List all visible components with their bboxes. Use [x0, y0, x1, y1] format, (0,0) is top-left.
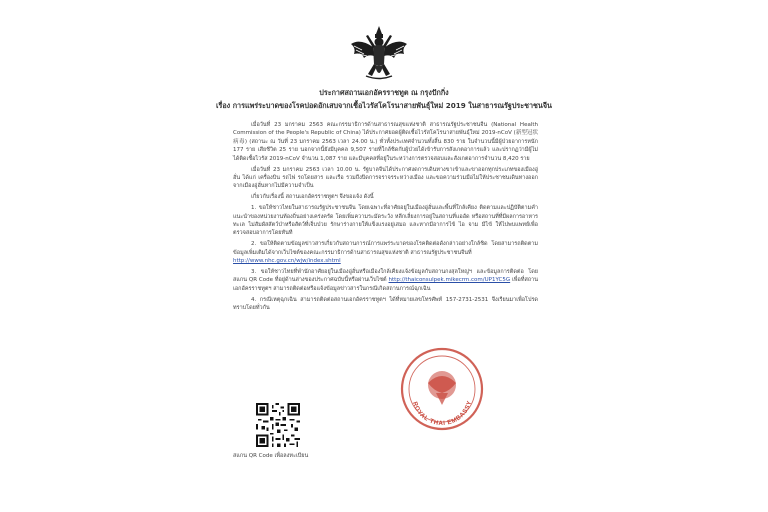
document-title-line1: ประกาศสถานเอกอัครราชทูต ณ กรุงปักกิ่ง	[319, 88, 449, 97]
garuda-emblem-icon	[348, 24, 410, 82]
paragraph-6-suffix: เพื่อที่สถานเอกอัครราชทูตฯ สามารถติดต่อหรือแจ้งข้อมูลข่าวสารในกรณีเกิดสถานการณ์ฉุกเฉิน	[233, 277, 539, 292]
document-body	[233, 121, 538, 315]
paragraph-2: เมื่อวันที่ 23 มกราคม 2563 เวลา 10.00 น. รัฐบาลจีนได้ประกาศงดการเดินทางขาเข้าและขาออกทุกประเภทของเมืองอู่ฮั่น ได้แก่ เครื่องบิน รถไฟ รถโดยสาร และเรือ รวมถึงปิดการจราจรระหว่างเมือง และขอความร่วมมือไม่ให้ประชาชนเดินทางออกจากเมืองอู่ฮั่นหากไม่มีความจำเป็น	[233, 166, 538, 190]
nhc-website-link[interactable]: http://www.nhc.gov.cn/wjw/index.shtml	[233, 258, 341, 265]
document-title-line2: เรื่อง การแพร่ระบาดของโรคปอดอักเสบจากเชื้อไวรัสโคโรนาสายพันธุ์ใหม่ 2019 ในสาธารณรัฐประชาชนจีน	[216, 101, 552, 110]
seal-text: ROYAL THAI EMBASSY	[410, 399, 474, 428]
registration-link[interactable]: http://thaiconsulpek.mikecrm.com/UP1YC5G	[388, 277, 511, 284]
paragraph-1: เมื่อวันที่ 23 มกราคม 2563 คณะกรรมาธิการด้านสาธารณสุขแห่งชาติ สาธารณรัฐประชาชนจีน (National Health Commission of the People's Republic of China) ได้ประกาศยอดผู้ติดเชื้อไวรัสโคโรนาสายพันธุ์ใหม่ 2019-nCoV (新型冠状病毒) (สถานะ ณ วันที่ 23 มกราคม 2563 เวลา 24.00 น.) ทั่วทั้งประเทศจำนวนทั้งสิ้น 830 ราย ในจำนวนนี้มีผู้ป่วยอาการหนัก 177 ราย เสียชีวิต 25 ราย นอกจากนี้ยังมีบุคคล 9,507 รายที่ใกล้ชิดกับผู้ป่วยได้เข้ารับการสังเกตอาการแล้ว และปรากฏว่ามีผู้ไม่ได้ติดเชื้อไวรัส 2019-nCoV จำนวน 1,087 ราย และมีบุคคลที่อยู่ในระหว่างการตรวจสอบและสังเกตอาการจำนวน 8,420 ราย	[233, 122, 538, 162]
qr-code-icon[interactable]	[256, 403, 300, 447]
paragraph-3: เกี่ยวกับเรื่องนี้ สถานเอกอัครราชทูตฯ จึงขอแจ้ง ดังนี้	[251, 194, 374, 201]
paragraph-4: 1. ขอให้ชาวไทยในสาธารณรัฐประชาชนจีน โดยเฉพาะที่อาศัยอยู่ในเมืองอู่ฮั่นและพื้นที่ใกล้เคียง ติดตามและปฏิบัติตามคำแนะนำของหน่วยงานท้องถิ่นอย่างเคร่งครัด โดยเพิ่มความระมัดระวัง หลีกเลี่ยงการอยู่ในสถานที่แออัด หรือสถานที่ที่มีผลการอาหารทะเล ไม่สัมผัสสัตว์ป่าหรือสัตว์ที่เจ็บป่วย รักษาร่างกายให้แข็งแรงอยู่เสมอ และหากมีอาการไข้ ไอ จาม มีไข้ ให้ไปพบแพทย์เพื่อตรวจสอบอาการโดยทันที	[233, 205, 538, 237]
qr-code-caption: สแกน QR Code เพื่อลงทะเบียน	[233, 453, 309, 459]
paragraph-7: 4. กรณีเหตุฉุกเฉิน สามารถติดต่อสถานเอกอัครราชทูตฯ ได้ที่หมายเลขโทรศัพท์ 157-2731-2531 จึงเรียนมาเพื่อโปรดทราบโดยทั่วกัน	[233, 296, 538, 312]
paragraph-6	[233, 268, 538, 293]
embassy-seal-stamp	[398, 345, 486, 433]
paragraph-6-text: 3. ขอให้ชาวไทยที่พำนักอาศัยอยู่ในเมืองอู่ฮั่นหรือเมืองใกล้เคียงแจ้งข้อมูลกับสถานกงสุลใหญ่ฯ และข้อมูลการติดต่อ โดยสแกน QR Code ที่อยู่ด้านล่างของประกาศฉบับนี้หรือผ่านเว็บไซต์	[233, 269, 538, 284]
paragraph-5-text: 2. ขอให้ติดตามข้อมูลข่าวสารเกี่ยวกับสถานการณ์การแพร่ระบาดของโรคติดต่อดังกล่าวอย่างใกล้ชิด โดยสามารถติดตามข้อมูลเพิ่มเติมได้จากเว็บไซต์ของคณะกรรมาธิการด้านสาธารณสุขแห่งชาติ สาธารณรัฐประชาชนจีนที่	[233, 241, 538, 256]
paragraph-5	[233, 240, 538, 265]
